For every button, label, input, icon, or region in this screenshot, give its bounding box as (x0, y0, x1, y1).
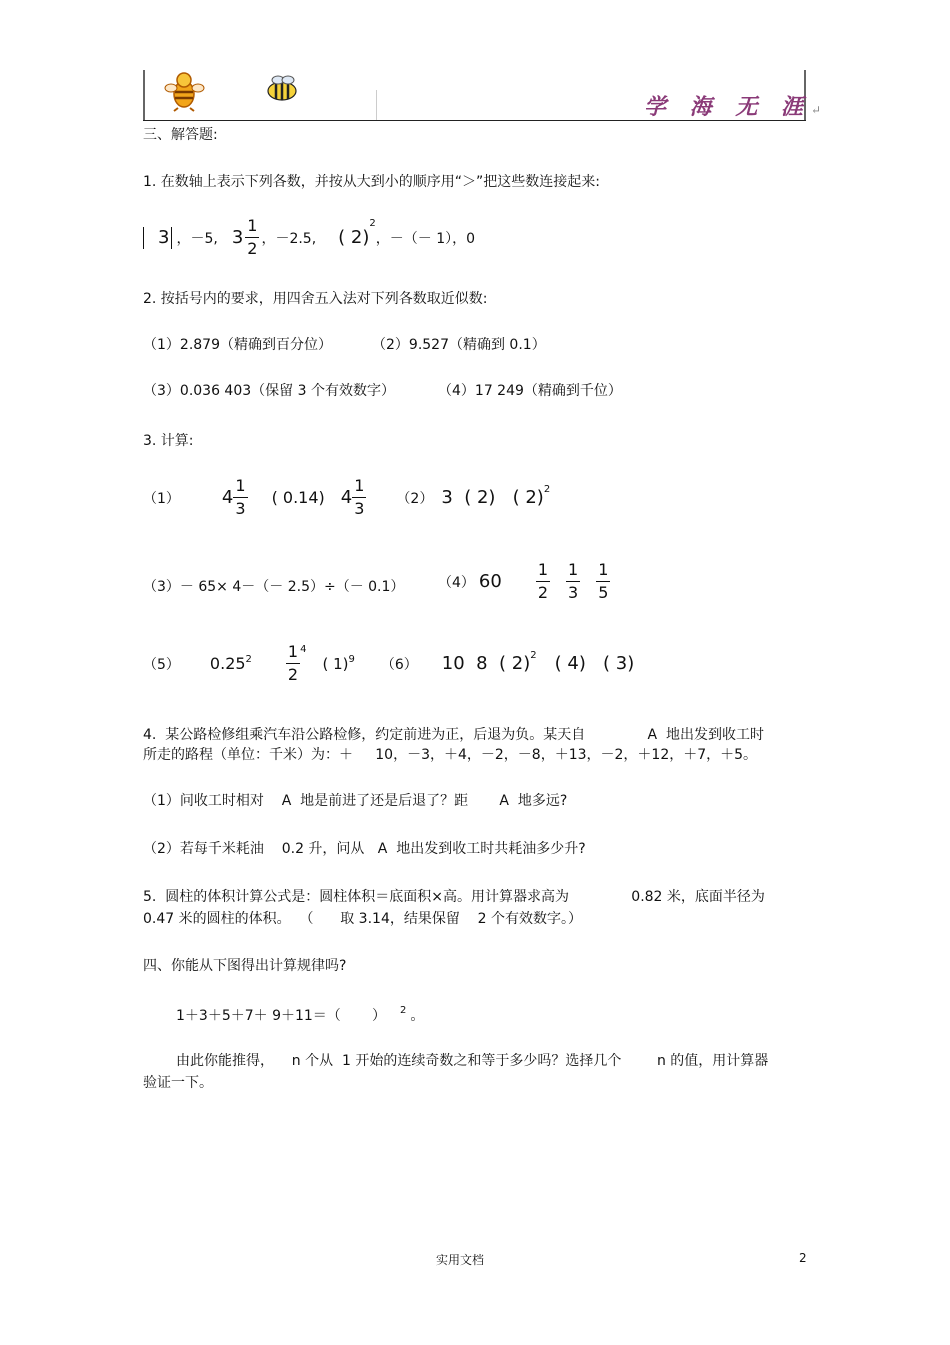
item6-exp: 2 (530, 650, 537, 661)
q1-numbers (143, 218, 475, 257)
q5-line2: 0.47 米的圆柱的体积。 （ 取 3.14，结果保留 2 个有效数字。） (143, 911, 583, 927)
q1-text: 1. 在数轴上表示下列各数，并按从大到小的顺序用“＞”把这些数连接起来: (143, 174, 601, 190)
q3-item5 (143, 644, 634, 683)
q5-line1: 5. 圆柱的体积计算公式是：圆柱体积＝底面积×高。用计算器求高为 0.82 米，底面半径为 (143, 889, 765, 905)
item6-tail: ( 4) ( 3) (554, 653, 635, 674)
q3-item3: （3）－ 65× 4－（－ 2.5）÷（－ 0.1） (143, 579, 405, 595)
item4-sixty: 60 (478, 571, 502, 592)
q3-item1 (143, 478, 550, 517)
q1-sep2: ，－2.5, (261, 230, 317, 247)
item5-label: （5） (143, 656, 180, 673)
item5-paren-exp: 9 (348, 654, 355, 665)
section4-title: 四、你能从下图得出计算规律吗? (143, 958, 347, 974)
item4-label: （4） (438, 574, 475, 591)
item1-whole-a: 4 (221, 487, 234, 508)
q2-part4: （4）17 249（精确到千位） (438, 383, 622, 399)
item1-fraction-b: $\frac{1}{3}$ (354, 476, 365, 518)
q4-part1: （1）问收工时相对 A 地是前进了还是后退了？距 A 地多远? (143, 793, 568, 809)
item5-paren: ( 1) (322, 654, 349, 673)
sec4-equation (176, 1005, 424, 1025)
page-number: 2 (799, 1251, 807, 1265)
q4-part2: （2）若每千米耗油 0.2 升，问从 A 地出发到收工时共耗油多少升? (143, 841, 586, 857)
equation-text: 1＋3＋5＋7＋ 9＋11＝（ ） (176, 1008, 386, 1024)
bee-mascot-icon (160, 70, 210, 112)
section3-title: 三、解答题: (143, 127, 218, 143)
q1-tail: ，－（－ 1），0 (375, 230, 476, 247)
sec4-line1: 由此你能推得， n 个从 1 开始的连续奇数之和等于多少吗？选择几个 n 的值，用计算器 (176, 1053, 769, 1069)
equation-exp: 2 (399, 1005, 407, 1016)
footer-title: 实用文档 (436, 1253, 485, 1267)
item5-fraction-exp: 4 (300, 644, 307, 655)
q2-part2: （2）9.527（精确到 0.1） (372, 337, 546, 353)
equation-end: 。 (410, 1008, 425, 1024)
q4-line2: 所走的路程（单位：千米）为：＋ 10，－3，＋4，－2，－8，＋13，－2，＋12，＋7，＋5。 (143, 747, 758, 763)
header-left-rule (143, 70, 145, 120)
return-mark: ↵ (810, 103, 822, 117)
item2-exp: 2 (543, 484, 551, 495)
brand-slogan: 学 海 无 涯↵ (644, 94, 822, 120)
sec4-line2: 验证一下。 (143, 1075, 213, 1091)
item4-fraction-3: $\frac{1}{5}$ (598, 560, 609, 602)
q1-power-exp: 2 (369, 218, 376, 229)
abs-value: 3 (158, 227, 170, 248)
item1-label: （1） (143, 490, 180, 507)
q3-item4 (438, 562, 610, 601)
abs-bar-right (171, 227, 172, 249)
q4-line1: 4. 某公路检修组乘汽车沿公路检修，约定前进为正，后退为负。某天自 A 地出发到收工时 (143, 727, 765, 743)
item5-fraction: $\frac{1}{2}$ (287, 642, 299, 684)
item4-fraction-2: $\frac{1}{3}$ (568, 560, 579, 602)
q1-sep1: ，－5, (176, 230, 218, 247)
item1-fraction-a: $\frac{1}{3}$ (235, 476, 246, 518)
item5-exp: 2 (245, 654, 252, 665)
q2-part1: （1）2.879（精确到百分位） (143, 337, 332, 353)
q3-text: 3. 计算: (143, 433, 194, 449)
q2-part3: （3）0.036 403（保留 3 个有效数字） (143, 383, 395, 399)
item1-middle: ( 0.14) (271, 488, 325, 507)
mixed-fraction: $\frac{1}{2}$ (247, 216, 258, 258)
mixed-whole: 3 (231, 227, 244, 248)
item2-label: （2） (396, 490, 434, 507)
item2-expression: 3 ( 2) ( 2) (441, 487, 544, 508)
q1-power-base: ( 2) (338, 227, 370, 248)
abs-bar-left (143, 227, 144, 249)
item5-base: 0.25 (209, 654, 246, 673)
item6-label: （6） (380, 656, 418, 673)
item6-expression: 10 8 ( 2) (441, 653, 531, 674)
header-divider (376, 90, 377, 120)
item4-fraction-1: $\frac{1}{2}$ (537, 560, 549, 602)
q2-text: 2. 按括号内的要求，用四舍五入法对下列各数取近似数: (143, 291, 488, 307)
item1-whole-b: 4 (340, 487, 353, 508)
bee-icon (262, 74, 302, 104)
